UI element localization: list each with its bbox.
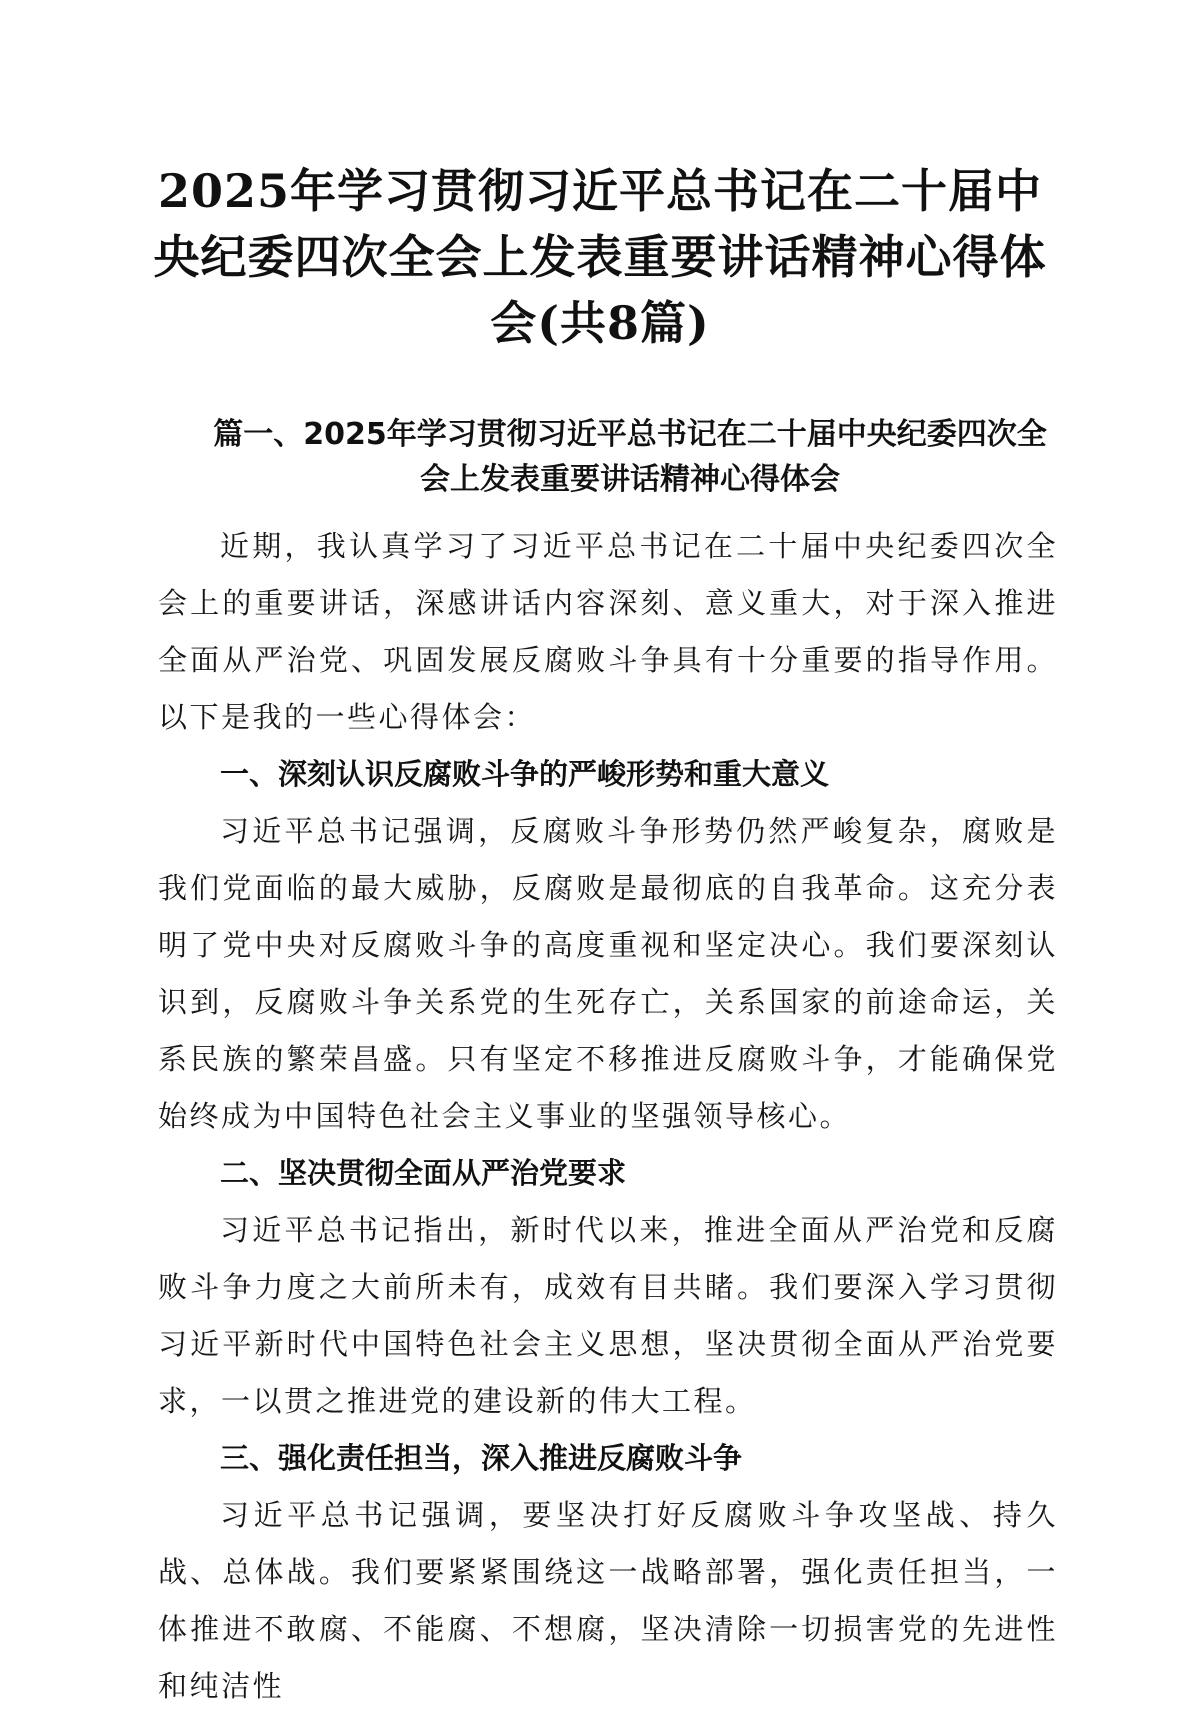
section-paragraph-1: 习近平总书记强调，反腐败斗争形势仍然严峻复杂，腐败是我们党面临的最大威胁，反腐败是最彻底的自我革命。这充分表明了党中央对反腐败斗争的高度重视和坚定决心。我们要深刻认识到，反腐败斗争关系党的生死存亡，关系国家的前途命运，关系民族的繁荣昌盛。只有坚定不移推进反腐败斗争，才能确保党始终成为中国特色社会主义事业的坚强领导核心。 xyxy=(158,814,1058,1133)
section-paragraph-2: 习近平总书记指出，新时代以来，推进全面从严治党和反腐败斗争力度之大前所未有，成效有目共睹。我们要深入学习贯彻习近平新时代中国特色社会主义思想，坚决贯彻全面从严治党要求，一以贯之推进党的建设新的伟大工程。 xyxy=(158,1213,1058,1418)
intro-paragraph: 近期，我认真学习了习近平总书记在二十届中央纪委四次全会上的重要讲话，深感讲话内容深刻、意义重大，对于深入推进全面从严治党、巩固发展反腐败斗争具有十分重要的指导作用。以下是我的一些心得体会： xyxy=(158,529,1058,734)
section-heading-3: 三、强化责任担当，深入推进反腐败斗争 xyxy=(220,1441,743,1475)
section-heading-2: 二、坚决贯彻全面从严治党要求 xyxy=(220,1156,627,1190)
section-paragraph-3: 习近平总书记强调，要坚决打好反腐败斗争攻坚战、持久战、总体战。我们要紧紧围绕这一战略部署，强化责任担当，一体推进不敢腐、不能腐、不想腐，坚决清除一切损害党的先进性和纯洁性 xyxy=(158,1498,1058,1703)
section-heading-1: 一、深刻认识反腐败斗争的严峻形势和重大意义 xyxy=(220,757,830,791)
article-title: 篇一、2025年学习贯彻习近平总书记在二十届中央纪委四次全会上发表重要讲话精神心得体会 xyxy=(213,417,1047,497)
document-body xyxy=(158,518,1058,1715)
document-title: 2025年学习贯彻习近平总书记在二十届中央纪委四次全会上发表重要讲话精神心得体会(共8篇) xyxy=(153,164,1047,350)
